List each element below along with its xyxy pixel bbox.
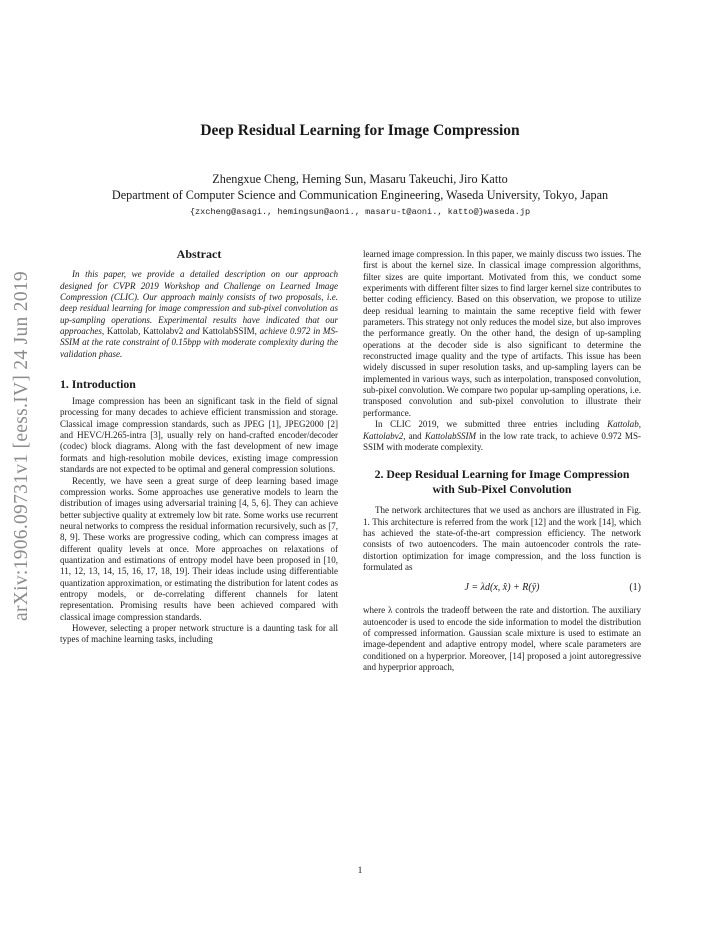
abstract-text-a: In this paper, we provide a detailed description on our approach designed for CVPR 2019 Workshop and Challenge on Learned Image Compression (CLIC). Our approach mainly consists of two proposals, i.e. deep residual learning for image compression and sub-pixel convolution as up-sampling operations. Experimental results have indicated that our approaches, xyxy=(60,269,338,337)
page-number: 1 xyxy=(357,866,363,876)
entry-name-kattolabssim: KattolabSSIM xyxy=(202,326,255,337)
author-list: Zhengxue Cheng, Heming Sun, Masaru Takeuchi, Jiro Katto xyxy=(212,172,508,186)
intro-p5-b: in the low rate track, to achieve 0.972 MS-SSIM with moderate complexity. xyxy=(363,430,641,452)
section2-heading: 2. Deep Residual Learning for Image Compression with Sub-Pixel Convolution xyxy=(374,467,630,497)
arxiv-stamp-text: arXiv:1906.09731v1 [eess.IV] 24 Jun 2019 xyxy=(11,271,32,621)
paper-title: Deep Residual Learning for Image Compression xyxy=(200,122,520,139)
intro-paragraph-3: However, selecting a proper network structure is a daunting task for all types of machine learning tasks, including xyxy=(60,622,338,645)
equation-number: (1) xyxy=(629,582,641,594)
equation-text: J = λd(x, x̂) + R(ŷ) xyxy=(464,582,540,594)
abstract-text xyxy=(60,269,338,360)
p5-entry-kattolabv2: Kattolabv2 xyxy=(363,430,404,441)
intro-paragraph-2: Recently, we have seen a great surge of deep learning based image compression works. Some approaches use generative models to learn the distribution of images using adversarial training [4, 5, 6]. They can achieve better subjective quality at extremely low bit rate. Some works use recurrent neural networks to compress the residual information recursively, such as [7, 8, 9]. These works are progressive coding, which can compress images at different quality levels at once. More approaches on relaxations of quantization and estimations of entropy model have been proposed in [10, 11, 12, 13, 14, 15, 16, 17, 18, 19]. Their ideas include using differentiable quantization approximation, or estimating the distribution for latent codes as entropy models, or de-correlating different channels for latent representation. Promising results have been achieved compared with classical image compression standards. xyxy=(60,475,338,622)
author-emails: {zxcheng@asagi., hemingsun@aoni., masaru-t@aoni., katto@}waseda.jp xyxy=(189,207,531,217)
abstract-heading: Abstract xyxy=(176,247,222,261)
arxiv-stamp xyxy=(6,246,38,646)
intro-paragraph-1: Image compression has been an significant task in the field of signal processing for many decades to achieve efficient transmission and storage. Classical image compression standards, such as JPEG [1], JPEG2000 [2] and HEVC/H.265-intra [3], usually rely on hand-crafted encoder/decoder (codec) block diagrams. Along with the fast development of new image formats and high-resolution mobile devices, existing image compression standards are not expected to be optimal and general compression solutions. xyxy=(60,396,338,475)
left-column xyxy=(60,249,338,646)
section2-paragraph-2: where λ controls the tradeoff between the rate and distortion. The auxiliary autoencoder is used to encode the side information to model the distribution of compressed information. Gaussian scale mixture is used to estimate an image-dependent and adaptive entropy model, where scale parameters are conditioned on a hyperprior. Moreover, [14] proposed a joint autoregressive and hyperprior approach, xyxy=(363,605,641,672)
p5-sep: , xyxy=(638,419,641,430)
abstract-and: and xyxy=(183,326,203,337)
abstract-text-b: , achieve 0.972 in MS-SSIM at the rate constraint of 0.15bpp with moderate complexity during the validation phase. xyxy=(60,326,338,359)
intro-paragraph-4: learned image compression. In this paper, we mainly discuss two issues. The first is about the kernel size. In classical image compression algorithms, filter sizes are quite important. Motivated from this, we conduct some experiments with different filter sizes to find larger kernel size contributes to better coding efficiency. Based on this observation, we propose to utilize deep residual learning to maintain the same receptive field with fewer parameters. This strategy not only reduces the model size, but also improves the performance greatly. On the other hand, the design of up-sampling operations at the decoder side is also significant to determine the reconstructed image quality and the type of artifacts. This issue has been widely discussed in super resolution tasks, and up-sampling layers can be implemented in various ways, such as interpolation, transposed convolution, sub-pixel convolution. We compare two popular up-sampling operations, i.e. transposed convolution and sub-pixel convolution to illustrate their performance. xyxy=(363,249,641,418)
right-column xyxy=(363,249,641,673)
abstract-sep: , xyxy=(138,326,144,337)
p5-entry-kattolab: Kattolab xyxy=(607,419,639,430)
entry-name-kattolabv2: Kattolabv2 xyxy=(143,326,184,337)
entry-name-kattolab: Kattolab xyxy=(106,326,139,337)
intro-paragraph-5 xyxy=(363,419,641,453)
intro-p5-a: In CLIC 2019, we submitted three entries including xyxy=(375,419,600,430)
p5-and: , and xyxy=(403,430,425,441)
affiliation: Department of Computer Science and Communication Engineering, Waseda University, Tokyo, Japan xyxy=(111,188,609,202)
p5-entry-kattolabssim: KattolabSSIM xyxy=(424,430,477,441)
intro-heading: 1. Introduction xyxy=(60,377,136,392)
equation-1 xyxy=(363,582,641,596)
section2-paragraph-1: The network architectures that we used as anchors are illustrated in Fig. 1. This architecture is referred from the work [12] and the work [14], which has achieved the state-of-the-art compression efficiency. The network consists of two autoencoders. The main autoencoder controls the rate-distortion optimization for image compression, and the loss function is formulated as xyxy=(363,505,641,572)
